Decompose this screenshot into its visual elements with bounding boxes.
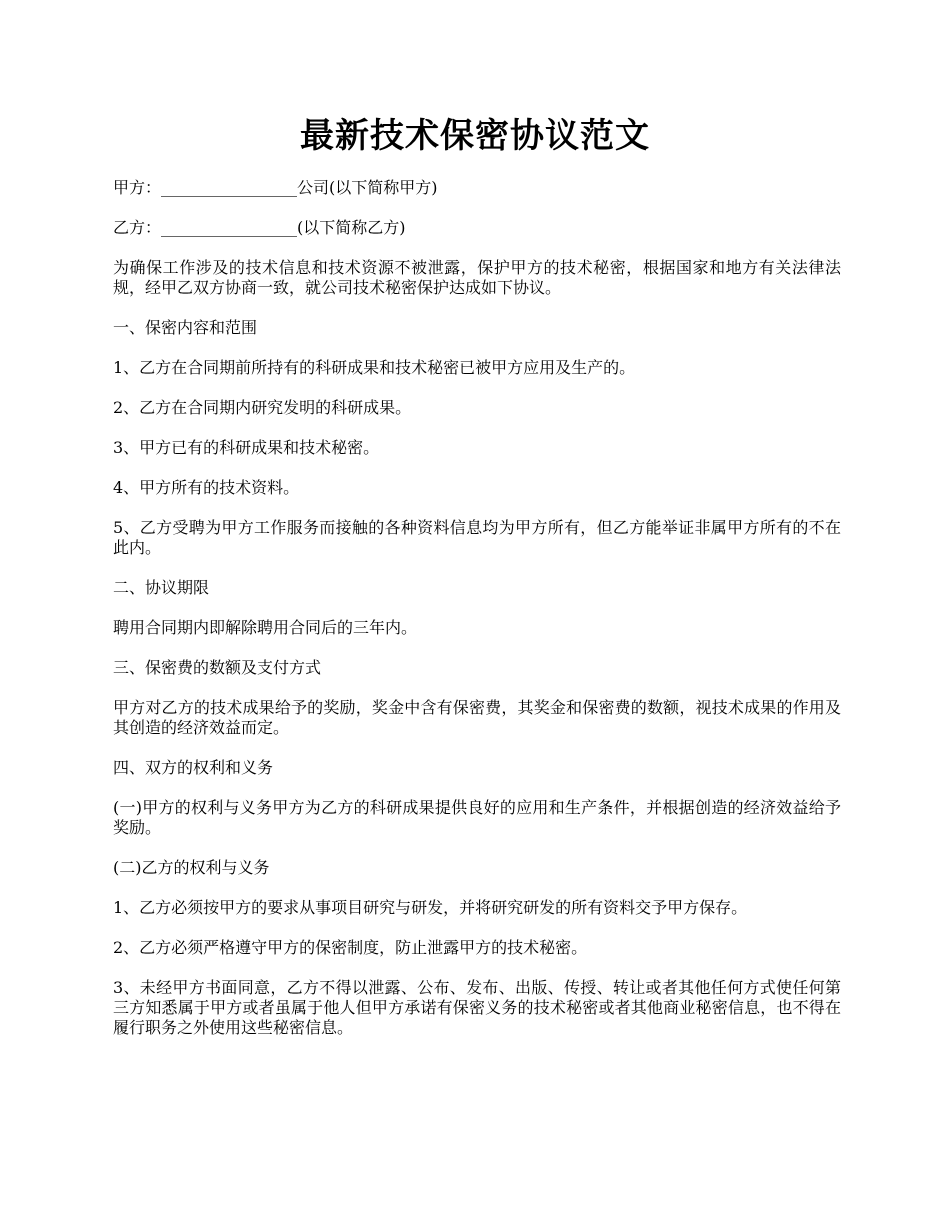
- clause-4-b-heading: (二)乙方的权利与义务: [113, 858, 270, 877]
- section-heading-1: 一、保密内容和范围: [113, 318, 258, 337]
- section-heading-4: 四、双方的权利和义务: [113, 758, 274, 777]
- clause-4-b-2: 2、乙方必须严格遵守甲方的保密制度，防止泄露甲方的技术秘密。: [113, 938, 588, 957]
- clause-3-text: 甲方对乙方的技术成果给予的奖励，奖金中含有保密费，其奖金和保密费的数额，视技术成果的作用及其创造的经济效益而定。: [113, 698, 841, 737]
- clause-1-4: 4、甲方所有的技术资料。: [113, 478, 300, 497]
- party-a-line: 甲方：_________________公司(以下简称甲方): [113, 178, 438, 197]
- clause-1-5: 5、乙方受聘为甲方工作服务而接触的各种资料信息均为甲方所有，但乙方能举证非属甲方所有的不在此内。: [113, 518, 841, 557]
- clause-1-1: 1、乙方在合同期前所持有的科研成果和技术秘密已被甲方应用及生产的。: [113, 358, 636, 377]
- clause-4-b-3: 3、未经甲方书面同意，乙方不得以泄露、公布、发布、出版、传授、转让或者其他任何方式使任何第三方知悉属于甲方或者虽属于他人但甲方承诺有保密义务的技术秘密或者其他商业秘密信息，也不得在履行职务之外使用这些秘密信息。: [113, 978, 841, 1037]
- preamble-paragraph: 为确保工作涉及的技术信息和技术资源不被泄露，保护甲方的技术秘密，根据国家和地方有关法律法规，经甲乙双方协商一致，就公司技术秘密保护达成如下协议。: [113, 258, 841, 297]
- document-body: [113, 178, 841, 1058]
- section-heading-3: 三、保密费的数额及支付方式: [113, 658, 322, 677]
- document-title: 最新技术保密协议范文: [300, 116, 650, 156]
- section-heading-2: 二、协议期限: [113, 578, 210, 597]
- clause-4-a: (一)甲方的权利与义务甲方为乙方的科研成果提供良好的应用和生产条件，并根据创造的经济效益给予奖励。: [113, 798, 841, 837]
- clause-1-2: 2、乙方在合同期内研究发明的科研成果。: [113, 398, 412, 417]
- clause-2-text: 聘用合同期内即解除聘用合同后的三年内。: [113, 618, 418, 637]
- clause-1-3: 3、甲方已有的科研成果和技术秘密。: [113, 438, 380, 457]
- clause-4-b-1: 1、乙方必须按甲方的要求从事项目研究与研发，并将研究研发的所有资料交予甲方保存。: [113, 898, 748, 917]
- party-b-line: 乙方：_________________(以下简称乙方): [113, 218, 406, 237]
